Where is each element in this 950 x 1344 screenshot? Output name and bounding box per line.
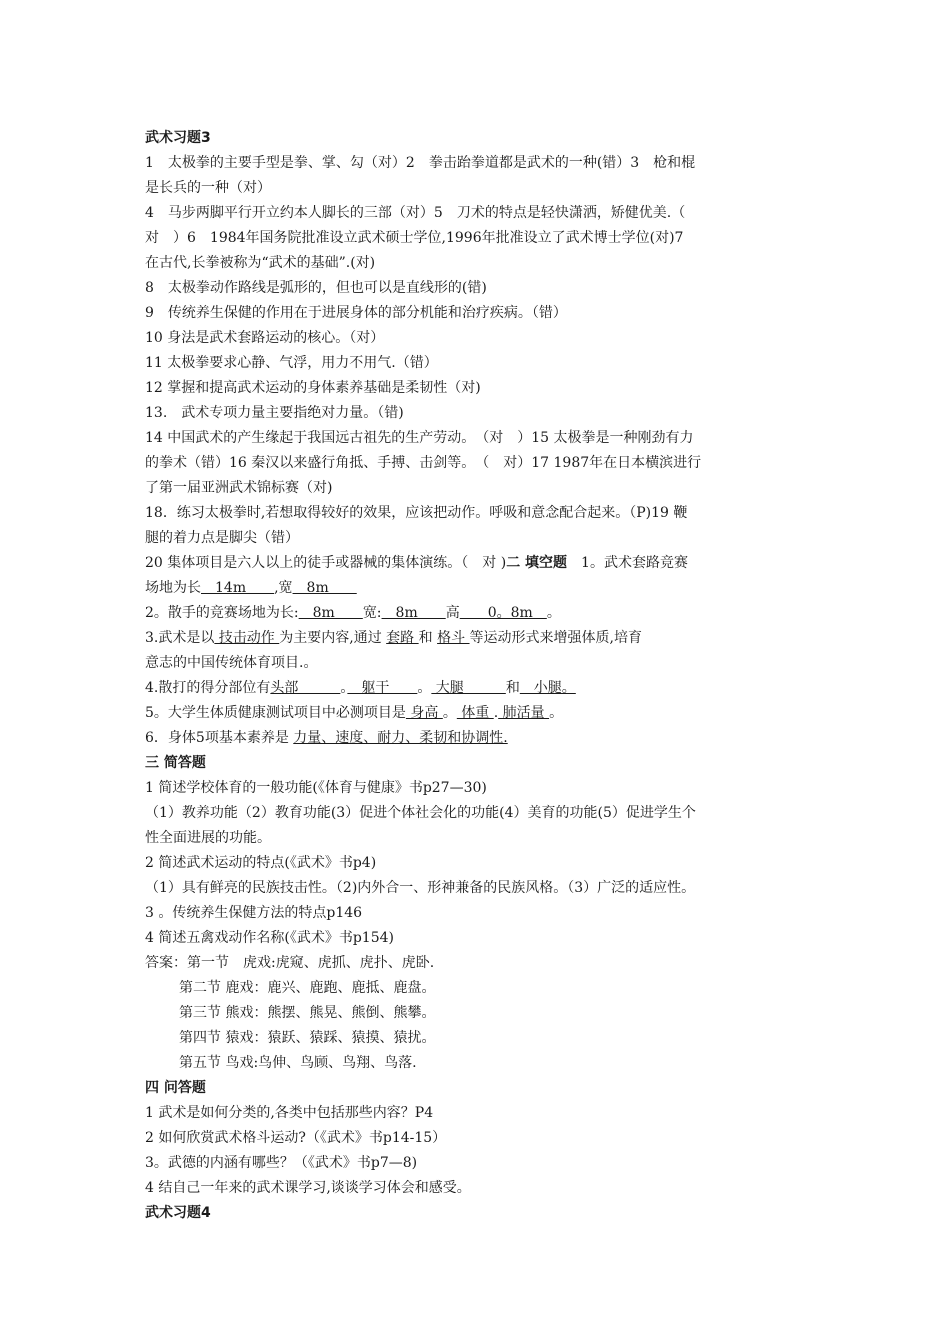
fill-line [145,626,810,651]
fill-section-heading: 二 填空题 [506,555,568,571]
fill-text: 5。大学生体质健康测试项目中必测项目是 [145,705,406,721]
fill-answer: 躯干 [347,680,418,696]
short-line: 第四节 猿戏：猿跃、猿踩、猿摸、猿扰。 [179,1030,436,1046]
fill-line [145,601,810,626]
fill-text: . [493,705,499,721]
section-title: 武术习题4 [145,1205,211,1221]
tf-line: 的拳术（错）16 秦汉以来盛行角抵、手搏、击剑等。 （ 对）17 1987年在日本横滨进行 [145,455,702,471]
fill-text: 2。散手的竞赛场地为长: [145,605,299,621]
short-line: 3 。传统养生保健方法的特点p146 [145,905,363,921]
fill-text: 和 [418,630,438,646]
fill-text: 。 [340,680,348,696]
tf-line: 11 太极拳要求心静、气浮，用力不用气.（错） [145,355,438,371]
fill-answer: 力量、速度、耐力、柔韧和协调性. [293,730,508,746]
short-line: 第五节 鸟戏:鸟伸、鸟顾、鸟翔、鸟落. [179,1055,417,1071]
tf-line: 在古代,长拳被称为“武术的基础”.(对) [145,255,376,271]
short-line: （1）具有鲜亮的民族技击性。（2)内外合一、形神兼备的民族风格。（3）广泛的适应性。 [145,880,696,896]
qa-line: 3。武德的内涵有哪些？（《武术》书p7—8) [145,1155,418,1171]
fill-text: 。 [442,705,457,721]
fill-text: 6．身体5项基本素养是 [145,730,294,746]
fill-text: 和 [505,680,520,696]
document-page [145,126,810,1226]
fill-answer: 8m [292,580,357,596]
qa-line: 4 结自己一年来的武术课学习,谈谈学习体会和感受。 [145,1180,471,1196]
short-line: 第三节 熊戏：熊摆、熊晃、熊倒、熊攀。 [179,1005,436,1021]
short-line: 答案：第一节 虎戏:虎窥、虎抓、虎扑、虎卧. [145,955,435,971]
fill-text: 高 [445,605,460,621]
tf-line: 腿的着力点是脚尖（错） [145,530,299,546]
qa-heading: 四 问答题 [145,1080,206,1096]
fill-line [145,726,810,751]
fill-text: 等运动形式来增强体质,培育 [469,630,642,646]
section-title: 武术习题3 [145,130,211,146]
short-line: 第二节 鹿戏：鹿兴、鹿跑、鹿抵、鹿盘。 [179,980,436,996]
tf-line: 8 太极拳动作路线是弧形的，但也可以是直线形的(错) [145,280,487,296]
tf-line [145,551,810,576]
tf-line: 10 身法是武术套路运动的核心。（对） [145,330,385,346]
fill-answer: 身高 [405,705,443,721]
fill-text: 。 [417,680,432,696]
fill-line: 意志的中国传统体育项目.。 [145,655,318,671]
fill-answer: 小腿。 [519,680,576,696]
fill-answer: 8m [381,605,446,621]
tf-line: 了第一届亚洲武术锦标赛（对) [145,480,333,496]
fill-answer: 肺活量 [498,705,550,721]
short-answer-heading: 三 简答题 [145,755,206,771]
fill-answer: 套路 [386,630,419,646]
short-line: 2 简述武术运动的特点(《武术》书p4) [145,855,377,871]
qa-line: 2 如何欣赏武术格斗运动?（《武术》书p14-15） [145,1130,447,1146]
qa-line: 1 武术是如何分类的,各类中包括那些内容？P4 [145,1105,434,1121]
fill-text: 场地为长 [145,580,201,596]
fill-line [145,576,810,601]
short-line: 4 简述五禽戏动作名称(《武术》书p154) [145,930,394,946]
fill-answer: 8m [298,605,363,621]
tf-line: 14 中国武术的产生缘起于我国远古祖先的生产劳动。 （对 ）15 太极拳是一种刚劲有力 [145,430,694,446]
fill-answer: 体重 [456,705,494,721]
tf-text: 20 集体项目是六人以上的徒手或器械的集体演练。（ 对 ) [145,555,507,571]
fill-text: 为主要内容,通过 [279,630,387,646]
fill-text: 4.散打的得分部位有 [145,680,271,696]
tf-line: 对 ）6 1984年国务院批准设立武术硕士学位,1996年批准设立了武术博士学位(对)7 [145,230,684,246]
short-line: 1 简述学校体育的一般功能(《体育与健康》书p27—30) [145,780,487,796]
fill-text: 。 [549,705,564,721]
tf-line: 13. 武术专项力量主要指绝对力量。（错) [145,405,404,421]
fill-text: ,宽 [274,580,293,596]
fill-answer: 大腿 [431,680,506,696]
fill-text: 3.武术是以 [145,630,215,646]
fill-text: 宽: [362,605,382,621]
tf-line: 12 掌握和提高武术运动的身体素养基础是柔韧性（对) [145,380,481,396]
fill-answer: 技击动作 [214,630,280,646]
fill-answer: 格斗 [437,630,470,646]
short-line: （1）教养功能（2）教育功能(3）促进个体社会化的功能(4）美育的功能(5）促进学生个 [145,805,696,821]
fill-text: 1。武术套路竞赛 [567,555,688,571]
tf-line: 18．练习太极拳时,若想取得较好的效果，应该把动作。呼吸和意念配合起来。（P)19 鞭 [145,505,688,521]
fill-answer: 0。8m [459,605,547,621]
fill-answer: 14m [201,580,275,596]
tf-line: 1 太极拳的主要手型是拳、掌、勾（对）2 拳击跆拳道都是武术的一种(错）3 枪和棍 [145,155,696,171]
short-line: 性全面进展的功能。 [145,830,271,846]
tf-line: 9 传统养生保健的作用在于进展身体的部分机能和治疗疾病。（错） [145,305,567,321]
fill-line [145,676,810,701]
fill-line [145,701,810,726]
tf-line: 是长兵的一种（对） [145,180,271,196]
fill-text: 。 [546,605,561,621]
tf-line: 4 马步两脚平行开立约本人脚长的三部（对）5 刀术的特点是轻快潇洒，矫健优美.（ [145,205,686,221]
fill-answer: 头部 [270,680,341,696]
